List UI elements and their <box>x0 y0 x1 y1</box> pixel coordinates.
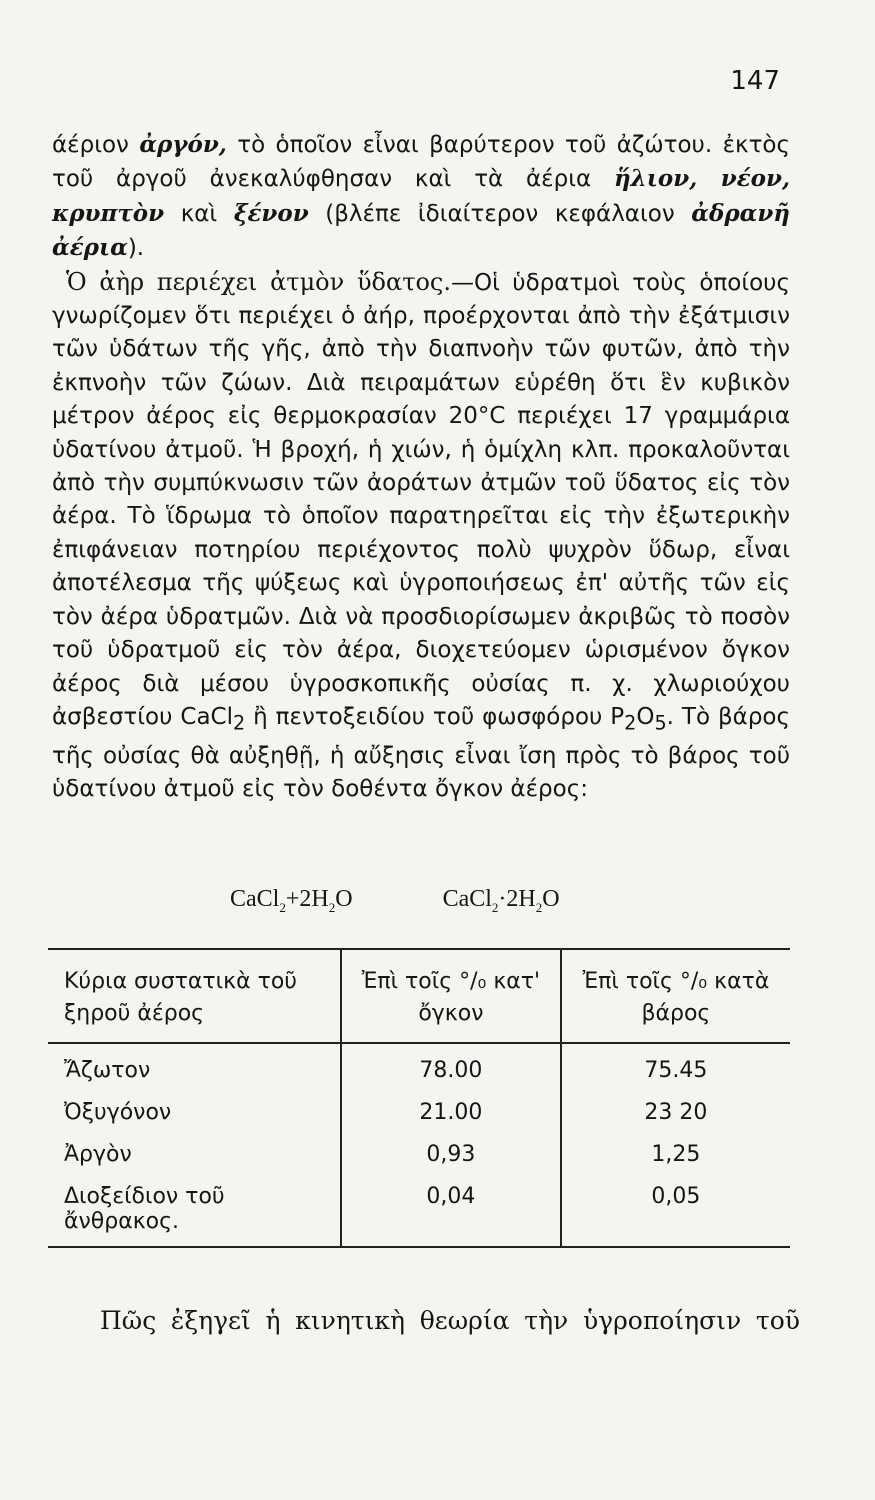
section-heading: Ὁ ἀὴρ περιέχει ἀτμὸν ὕδατος. <box>66 267 451 296</box>
row-weight: 23 20 <box>561 1096 790 1138</box>
page-number: 147 <box>730 66 780 96</box>
row-name: Ὀξυγόνον <box>64 1100 172 1125</box>
row-volume: 78.00 <box>341 1043 561 1096</box>
row-name: Ἄζωτον <box>64 1058 151 1083</box>
eq-o: O <box>335 886 353 912</box>
air-composition-table <box>48 948 790 1248</box>
p1-italic-xenon: ξένον <box>233 199 309 227</box>
cacl-sub: 2 <box>233 711 246 735</box>
p1-italic-gases: ἥλιον, νέον, κρυπτὸν <box>52 165 790 227</box>
row-weight: 75.45 <box>561 1043 790 1096</box>
eq-cacl-2: CaCl <box>442 886 492 912</box>
footer-question: Πῶς ἐξηγεῖ ἡ κινητικὴ θεωρία τὴν ὑγροποίησιν τοῦ <box>100 1306 800 1335</box>
p1-text-1: άέριον <box>52 132 140 158</box>
row-weight: 1,25 <box>561 1138 790 1180</box>
eq-cacl-2-sub: 2 <box>491 899 499 915</box>
cacl-base: CaCl <box>180 703 233 730</box>
p2o5-formula <box>610 703 667 735</box>
header-components: Κύρια συστατικὰ τοῦ ξηροῦ ἀέρος <box>48 949 341 1043</box>
p2-text-1: —Οἱ ὑδρατμοὶ τοὺς ὁποίους γνωρίζομεν ὅτι περιέχει ὁ ἀήρ, προέρχονται ἀπὸ τὴν ἐξάτμισιν τῶν ὑδάτων τῆς γῆς, ἀπὸ τὴν διαπνοὴν τῶν φυτῶν, ἀπὸ τὴν ἐκπνοὴν τῶν ζώων. Διὰ πειραμάτων εὑρέθη ὅτι ἓν κυβικὸν μέτρον ἀέρος εἰς θερμοκρασίαν 20°C περιέχει 17 γραμμάρια ὑδατίνου ἀτμοῦ. Ἡ βροχή, ἡ χιών, ἡ ὁμίχλη κλπ. προκαλοῦνται ἀπὸ τὴν συμπύκνωσιν τῶν ἀοράτων ἀτμῶν τοῦ ὕδατος εἰς τὸν ἀέρα. Τὸ ἵδρωμα τὸ ὁποῖον παρατηρεῖται εἰς τὴν ἐξωτερικὴν ἐπιφάνειαν ποτηρίου περιέχοντος πολὺ ψυχρὸν ὕδωρ, εἶναι ἀποτέλεσμα τῆς ψύξεως καὶ ὑγροποιήσεως ἐπ' αὐτῆς τῶν εἰς τὸν ἀέρα ὑδρατμῶν. Διὰ νὰ προσδιορίσωμεν ἀκριβῶς τὸ ποσὸν τοῦ ὑδρατμοῦ εἰς τὸν ἀέρα, διοχετεύομεν ὡρισμένον ὄγκον ἀέρος διὰ μέσου ὑγροσκοπικῆς οὐσίας π. χ. χλωριούχου ἀσβεστίου <box>52 269 790 730</box>
row-weight: 0,05 <box>561 1180 790 1247</box>
paragraph-1 <box>52 128 790 266</box>
table-row <box>48 1138 790 1180</box>
table-row <box>48 1043 790 1096</box>
row-volume: 21.00 <box>341 1096 561 1138</box>
p2-text-3: . Τὸ βάρος τῆς οὐσίας θὰ αὐξηθῇ, ἡ αὔξησις εἶναι ἴση πρὸς τὸ βάρος τοῦ ὑδατίνου ἀτμοῦ εἰς τὸν δοθέντα ὄγκον ἀέρος: <box>52 703 790 803</box>
header-volume: Ἐπὶ τοῖς °/₀ κατ' ὄγκον <box>341 949 561 1043</box>
paragraph-2 <box>52 266 790 807</box>
table-row <box>48 1096 790 1138</box>
eq-h-sub: 2 <box>328 899 336 915</box>
cacl2-formula <box>180 703 246 735</box>
p2-text-2: ἢ πεντοξειδίου τοῦ φωσφόρου <box>245 703 611 730</box>
row-volume: 0,04 <box>341 1180 561 1247</box>
eq-plus-water: +2H <box>285 886 329 912</box>
row-name: Ἀργὸν <box>64 1142 132 1167</box>
eq-cacl: CaCl <box>230 886 280 912</box>
p1-italic-argon: ἀργόν, <box>139 131 227 158</box>
p1-text-3: καὶ <box>164 200 234 227</box>
p1-text-5: ). <box>127 235 145 262</box>
row-name: Διοξείδιον τοῦ ἄνθρακος. <box>64 1184 225 1234</box>
row-volume: 0,93 <box>341 1138 561 1180</box>
o-base: O <box>636 703 655 730</box>
o-sub: 5 <box>654 711 667 735</box>
p1-text-2: τὸ ὁποῖον εἶναι βαρύτερον τοῦ ἀζώτου. ἐκτὸς τοῦ ἀργοῦ ἀνεκαλύφθησαν καὶ τὰ ἀέρια <box>52 132 790 193</box>
p-sub: 2 <box>624 711 637 735</box>
header-weight: Ἐπὶ τοῖς °/₀ κατὰ βάρος <box>561 949 790 1043</box>
p1-text-4: (βλέπε ἰδιαίτερον κεφάλαιον <box>308 200 692 227</box>
eq-hydrate: ·2H <box>498 886 536 912</box>
table-header-row <box>48 949 790 1043</box>
body-text <box>52 128 790 807</box>
eq-o-2: O <box>542 886 560 912</box>
p1-italic-inert: ἀδρανῆ ἀέρια <box>52 199 790 262</box>
chemical-equation <box>230 886 560 916</box>
p-base: P <box>610 703 625 730</box>
eq-cacl-sub: 2 <box>279 899 286 915</box>
table-row <box>48 1180 790 1247</box>
eq-h-2-sub: 2 <box>535 899 543 915</box>
